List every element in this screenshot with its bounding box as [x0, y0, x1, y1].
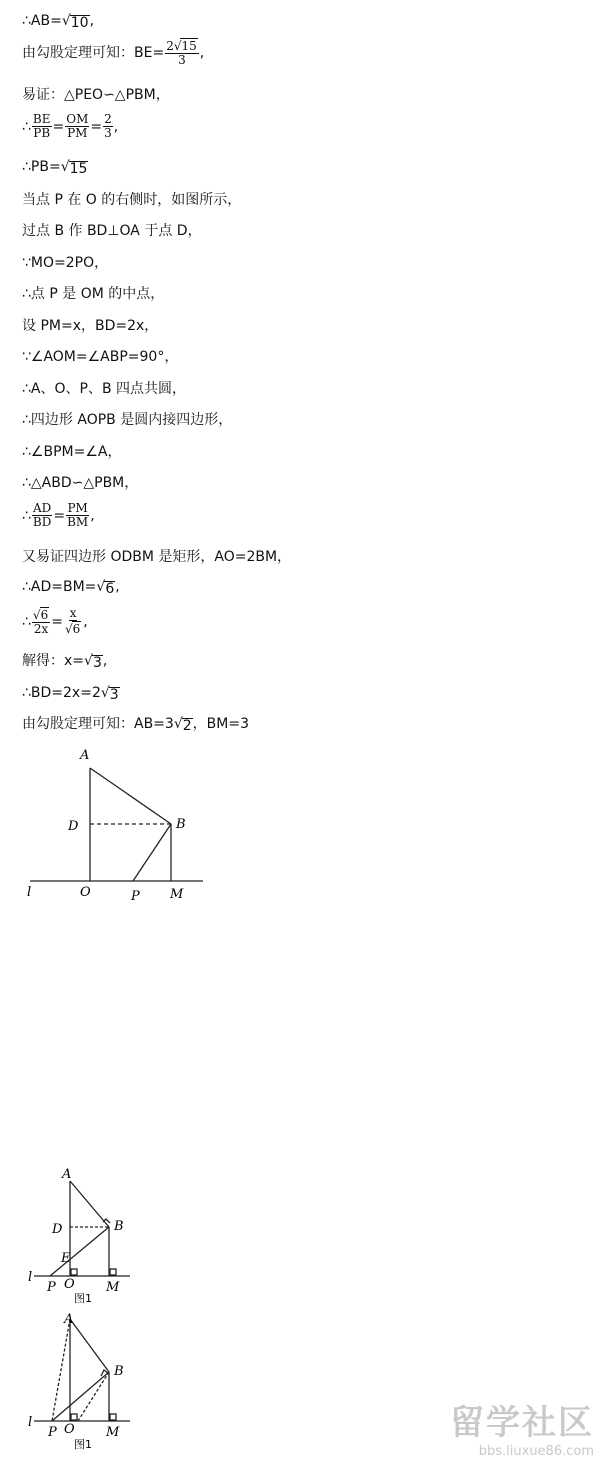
label-m: M [106, 1425, 120, 1440]
fraction: $\frac{PM}{BM}$ [67, 501, 89, 529]
segment-bp [52, 1372, 109, 1421]
sqrt-expr: √ 3 [100, 685, 119, 703]
right-angle-b [103, 1219, 110, 1223]
line-text: 当点 P 在 O 的右侧时，如图所示， [22, 192, 242, 208]
label-o: O [80, 885, 91, 900]
segment-ab [70, 1319, 109, 1372]
sqrt-expr: √ 15 [60, 159, 88, 177]
label-o: O [64, 1277, 75, 1292]
line-ad-value: ∴AD=BM= √ 6 , [22, 579, 120, 597]
line-final: 由勾股定理可知：AB=3 √ 2 ，BM=3 [22, 716, 249, 734]
label-p: P [47, 1280, 56, 1295]
watermark-logo-text: 留学社区 [450, 1403, 594, 1443]
sqrt-expr: √ 2 [173, 716, 192, 734]
fraction: √ 6 2x [32, 608, 49, 636]
label-l: l [27, 885, 32, 900]
fraction: $\frac{OM}{PM}$ [66, 112, 89, 140]
line-ratio: ∴ $\frac{BE}{PB}$ = $\frac{OM}{PM}$ = $\frac{2}{3}$ , [22, 112, 119, 140]
right-angle-m [110, 1269, 116, 1275]
line-text: ∴点 P 是 OM 的中点， [22, 286, 165, 302]
watermark-url: bbs.liuxue86.com [478, 1444, 594, 1459]
segment-pb [50, 1227, 109, 1276]
line-text: 设 PM=x，BD=2x， [22, 318, 159, 334]
line-text: 又易证四边形 ODBM 是矩形，AO=2BM， [22, 549, 292, 565]
sqrt-expr: √ 3 [84, 653, 102, 671]
fraction: $\frac{2}{3}$ [104, 112, 112, 140]
label-p: P [48, 1425, 57, 1440]
line-text: ∵MO=2PO， [22, 255, 109, 271]
line-text: ∴四边形 AOPB 是圆内接四边形， [22, 412, 233, 428]
segment-ap-dashed [52, 1319, 70, 1421]
line-text: ∴∠BPM=∠A， [22, 444, 122, 460]
line-ratio: ∴ $\frac{AD}{BD}$ = $\frac{PM}{BM}$ , [22, 501, 95, 529]
fraction: $\frac{AD}{BD}$ [32, 501, 52, 529]
line-bd-value: ∴BD=2x=2 √ 3 [22, 685, 119, 703]
label-b: B [114, 1219, 124, 1234]
segment-bo-dashed [78, 1372, 109, 1421]
label-b: B [176, 817, 186, 832]
line-similar: 易证：△PEO∽△PBM， [22, 87, 170, 103]
sqrt-expr: √ 6 [96, 579, 115, 597]
watermark [434, 1395, 594, 1459]
label-p: P [131, 889, 140, 904]
figure-caption: 图1 [74, 1438, 92, 1451]
label-a: A [80, 748, 90, 763]
line-text: ∴△ABD∽△PBM， [22, 475, 139, 491]
label-e: E [61, 1251, 71, 1266]
line-text: 过点 B 作 BD⊥OA 于点 D， [22, 223, 202, 239]
right-angle-o [71, 1414, 77, 1420]
text: ∴AB= [22, 13, 62, 29]
fraction: x √ 6 [64, 606, 81, 636]
right-angle-o [71, 1269, 77, 1275]
label-d: D [68, 819, 79, 834]
label-m: M [106, 1280, 120, 1295]
label-m: M [170, 887, 184, 902]
label-b: B [114, 1364, 124, 1379]
right-angle-m [110, 1414, 116, 1420]
sqrt-expr: √ 10 [61, 13, 89, 31]
line-ab-value: ∴AB= √ 10 , [22, 13, 95, 31]
label-l: l [28, 1415, 33, 1430]
label-a: A [64, 1312, 74, 1327]
line-x-value: 解得：x= √ 3 , [22, 653, 108, 671]
fraction: 2 √ 15 3 [166, 39, 197, 67]
label-a: A [62, 1167, 72, 1182]
segment-bp [133, 824, 171, 881]
line-text: ∴A、O、P、B 四点共圆， [22, 381, 187, 397]
figure-caption: 图1 [74, 1292, 92, 1305]
line-pb-value: ∴PB= √ 15 [22, 159, 88, 177]
line-be-value: 由勾股定理可知：BE= 2 √ 15 3 , [22, 39, 205, 67]
label-o: O [64, 1422, 75, 1437]
label-l: l [28, 1270, 33, 1285]
segment-ab [90, 768, 171, 824]
right-angle-b [101, 1370, 109, 1376]
segment-ab [70, 1181, 109, 1227]
fraction: $\frac{BE}{PB}$ [32, 112, 51, 140]
line-text: ∵∠AOM=∠ABP=90°， [22, 349, 179, 365]
label-d: D [52, 1222, 63, 1237]
line-ratio: ∴ √ 6 2x = x √ 6 , [22, 606, 88, 636]
